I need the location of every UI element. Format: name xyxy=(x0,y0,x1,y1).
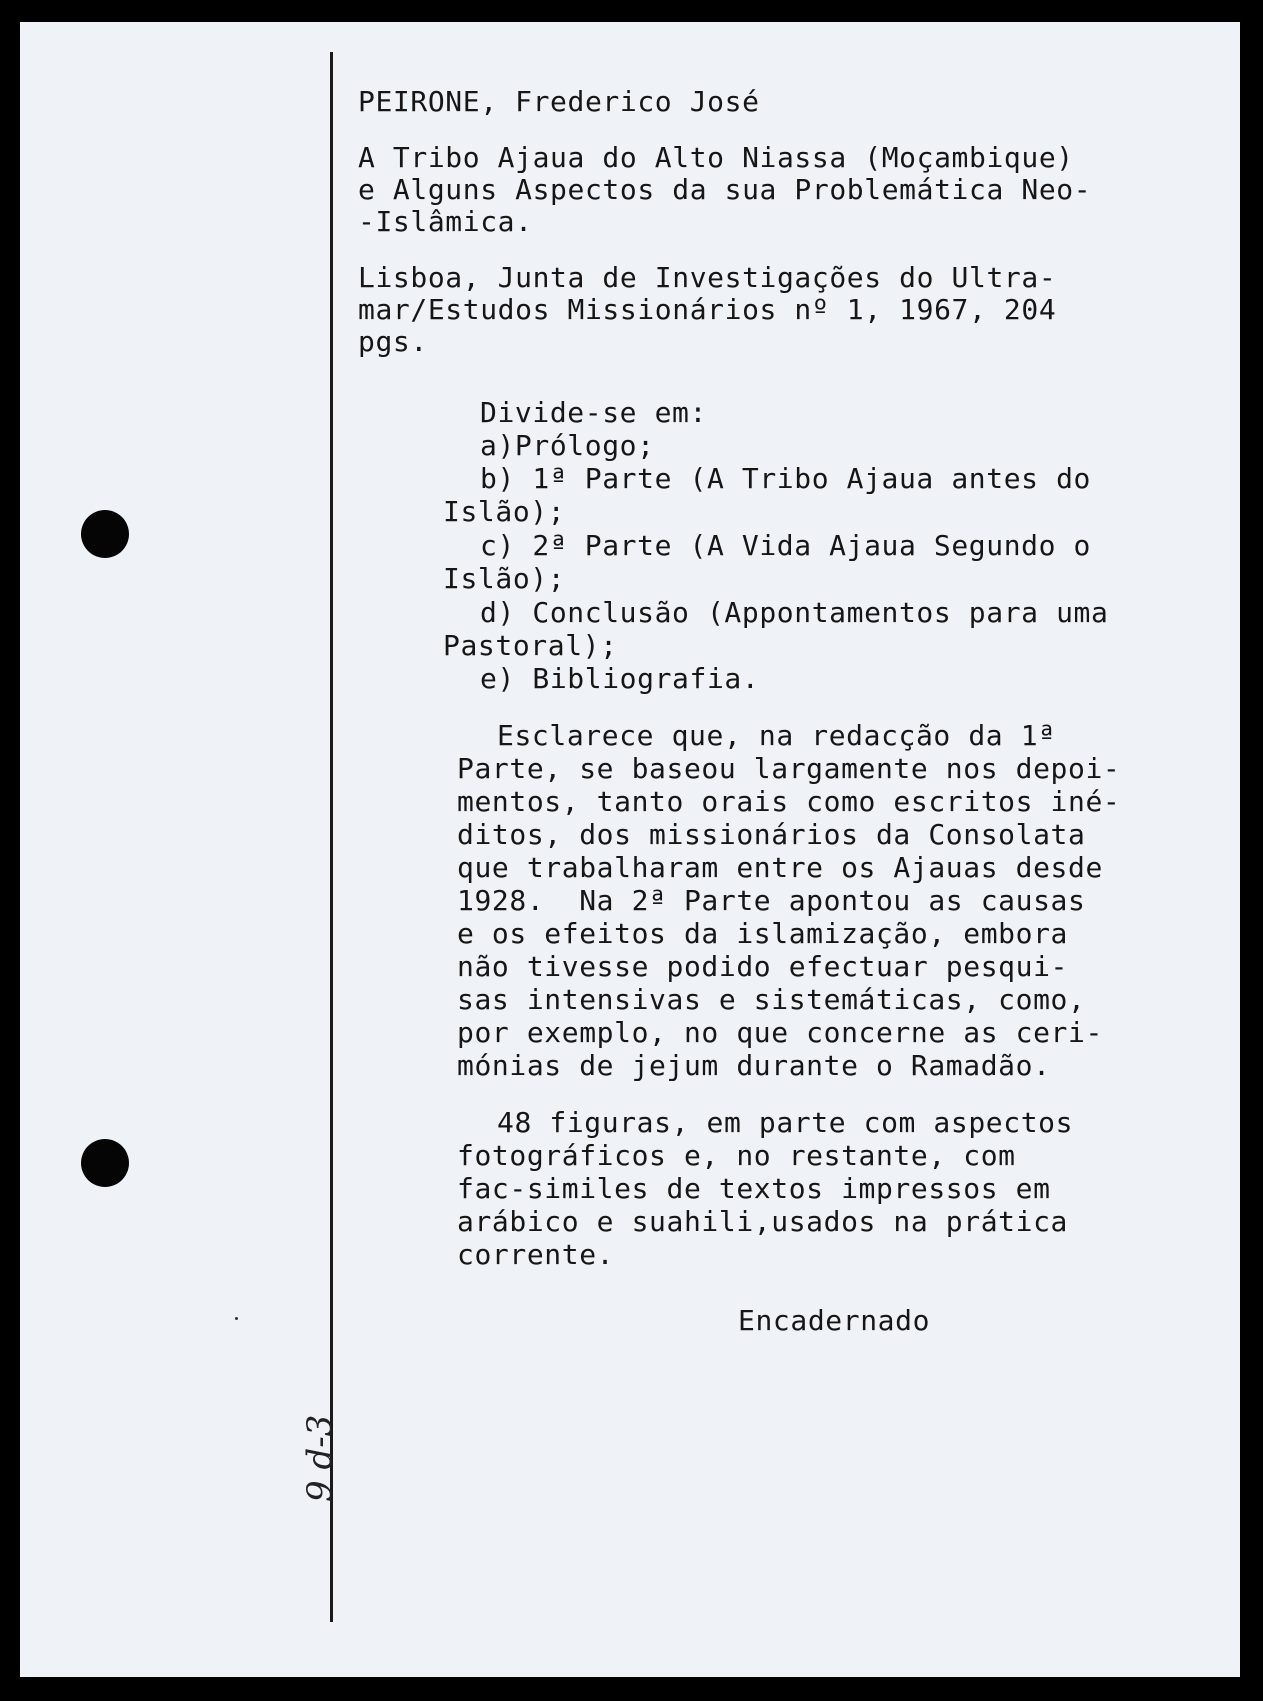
text-line: Pastoral); xyxy=(443,629,618,662)
speck xyxy=(235,1317,238,1320)
text-line: ditos, dos missionários da Consolata xyxy=(457,818,1086,851)
text-line: corrente. xyxy=(457,1238,615,1271)
text-line: e) Bibliografia. xyxy=(480,662,760,695)
text-line: Divide-se em: xyxy=(480,396,707,429)
text-line: mar/Estudos Missionários nº 1, 1967, 204 xyxy=(358,293,1057,326)
text-line: Islão); xyxy=(443,562,566,595)
text-line: PEIRONE, Frederico José xyxy=(358,85,760,118)
text-line: Encadernado xyxy=(738,1304,931,1337)
text-line: por exemplo, no que concerne as ceri- xyxy=(457,1016,1103,1049)
text-line: A Tribo Ajaua do Alto Niassa (Moçambique) xyxy=(358,141,1074,174)
text-line: sas intensivas e sistemáticas, como, xyxy=(457,983,1086,1016)
text-line: mentos, tanto orais como escritos iné- xyxy=(457,785,1121,818)
text-line: -Islâmica. xyxy=(358,205,533,238)
text-line: Lisboa, Junta de Investigações do Ultra- xyxy=(358,261,1057,294)
text-line: a)Prólogo; xyxy=(480,429,655,462)
text-line: d) Conclusão (Appontamentos para uma xyxy=(480,596,1109,629)
text-line: e os efeitos da islamização, embora xyxy=(457,917,1069,950)
punch-hole-bottom xyxy=(81,1139,129,1187)
document-page xyxy=(20,22,1240,1677)
text-line: mónias de jejum durante o Ramadão. xyxy=(457,1049,1051,1082)
text-line: não tivesse podido efectuar pesqui- xyxy=(457,950,1069,983)
text-line: 1928. Na 2ª Parte apontou as causas xyxy=(457,884,1086,917)
text-line: pgs. xyxy=(358,325,428,358)
handwritten-note: 9 d-3 xyxy=(300,1414,340,1502)
text-line: que trabalharam entre os Ajauas desde xyxy=(457,851,1103,884)
text-line: fac-similes de textos impressos em xyxy=(457,1172,1051,1205)
text-line: Islão); xyxy=(443,495,566,528)
punch-hole-top xyxy=(81,510,129,558)
text-line: b) 1ª Parte (A Tribo Ajaua antes do xyxy=(480,462,1092,495)
text-line: Esclarece que, na redacção da 1ª xyxy=(497,719,1056,752)
text-line: e Alguns Aspectos da sua Problemática Neo- xyxy=(358,173,1092,206)
margin-rule xyxy=(330,52,333,1622)
text-line: arábico e suahili,usados na prática xyxy=(457,1205,1069,1238)
text-line: c) 2ª Parte (A Vida Ajaua Segundo o xyxy=(480,529,1092,562)
text-line: 48 figuras, em parte com aspectos xyxy=(497,1106,1074,1139)
text-line: fotográficos e, no restante, com xyxy=(457,1139,1016,1172)
text-line: Parte, se baseou largamente nos depoi- xyxy=(457,752,1121,785)
